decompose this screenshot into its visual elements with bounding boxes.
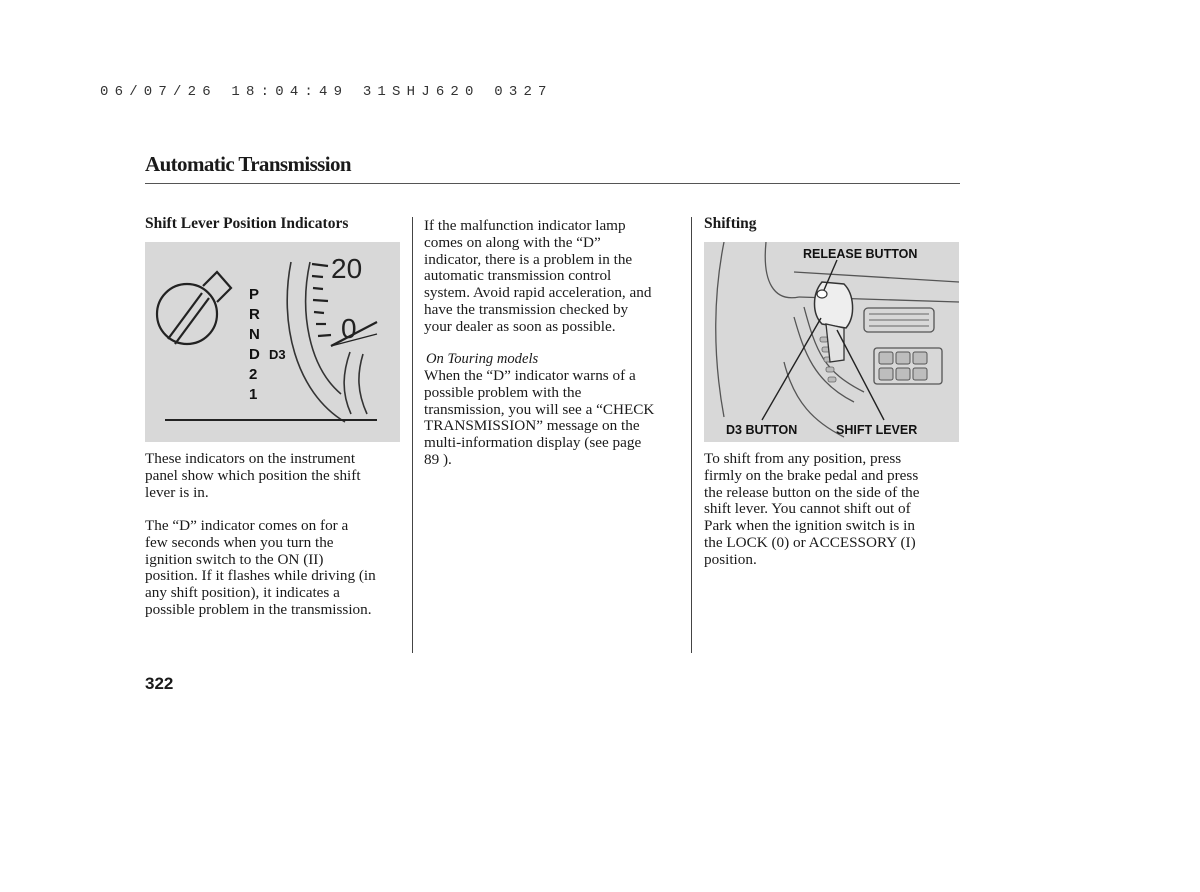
release-button-label: RELEASE BUTTON xyxy=(803,247,918,261)
shift-lever-illustration xyxy=(704,242,959,442)
position-d3: D3 xyxy=(269,347,286,362)
shift-lever-label: SHIFT LEVER xyxy=(836,423,918,437)
title-rule xyxy=(145,183,960,184)
section-heading-indicators: Shift Lever Position Indicators xyxy=(145,215,349,232)
d-indicator-paragraph: The “D” indicator comes on for a few seconds when you turn the ignition switch to the ON (II) position. If it flashes while driving (in any shift position), it indicates a possible problem in the transmission. xyxy=(145,517,376,618)
indicators-paragraph: These indicators on the instrument panel show which position the shift lever is in. xyxy=(145,450,361,501)
gauge-number-20: 20 xyxy=(331,253,363,284)
d3-button-label: D3 BUTTON xyxy=(726,423,798,437)
check-transmission-paragraph: When the “D” indicator warns of a possible problem with the transmission, you will see a “CHECK TRANSMISSION” message on the multi-information display (see page 89 ). xyxy=(424,367,655,468)
section-heading-shifting: Shifting xyxy=(704,215,757,232)
indicator-illustration xyxy=(145,242,400,442)
key-symbol-icon xyxy=(157,272,231,344)
position-1: 1 xyxy=(249,386,258,403)
indicator-figure xyxy=(145,242,400,442)
shift-lever-figure xyxy=(704,242,959,442)
shifting-paragraph: To shift from any position, press firmly on the brake pedal and press the release button on the side of the shift lever. You cannot shift out of Park when the ignition switch is in the LOCK (0) or ACCESSORY (I) position. xyxy=(704,450,920,568)
position-2: 2 xyxy=(249,366,258,383)
position-d: D xyxy=(249,346,260,363)
gauge-ticks xyxy=(312,264,331,336)
position-n: N xyxy=(249,326,260,343)
touring-models-note: On Touring models xyxy=(426,351,539,367)
position-p: P xyxy=(249,286,260,303)
malfunction-paragraph: If the malfunction indicator lamp comes on along with the “D” indicator, there is a problem in the automatic transmission control system. Avoid rapid acceleration, and have the transmission checked by your dealer as soon as possible. xyxy=(424,217,652,335)
page-number: 322 xyxy=(145,674,174,693)
print-code: 06/07/26 18:04:49 31SHJ620 0327 xyxy=(100,84,553,100)
gauge-number-0: 0 xyxy=(341,313,357,344)
column-divider-2 xyxy=(691,217,692,653)
page-title: Automatic Transmission xyxy=(145,152,351,176)
position-r: R xyxy=(249,306,260,323)
column-divider-1 xyxy=(412,217,413,653)
